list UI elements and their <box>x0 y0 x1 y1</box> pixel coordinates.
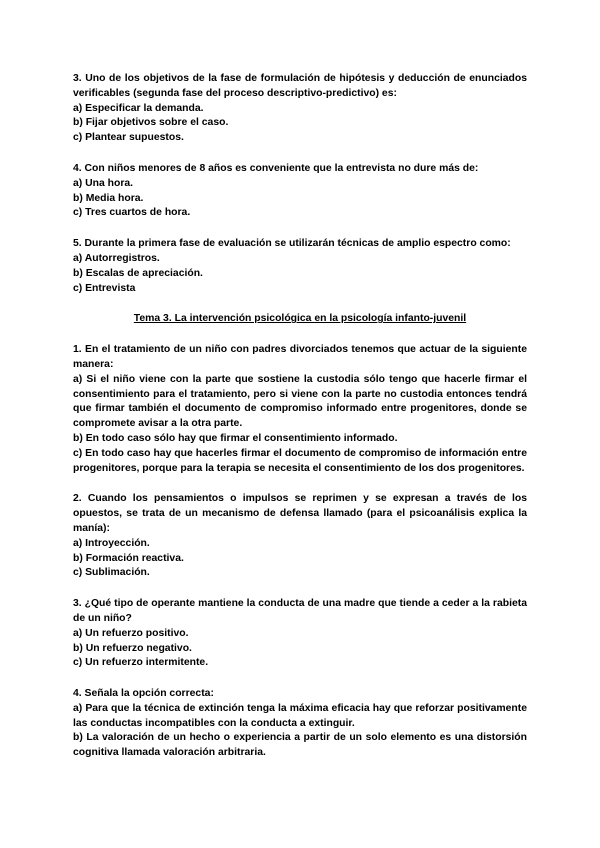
option-a: a) Para que la técnica de extinción tenga la máxima eficacia hay que reforzar positivamente las conductas incompatibles con la conducta a extinguir. <box>73 702 527 729</box>
section-title <box>73 312 527 327</box>
option-b: b) Formación reactiva. <box>73 552 184 564</box>
option-a: a) Autorregistros. <box>73 252 160 264</box>
option-a: a) Un refuerzo positivo. <box>73 627 189 639</box>
option-b: b) En todo caso sólo hay que firmar el consentimiento informado. <box>73 432 398 444</box>
option-a: a) Especificar la demanda. <box>73 102 204 114</box>
question-2 <box>73 492 527 581</box>
section-title-text: Tema 3. La intervención psicológica en la psicología infanto-juvenil <box>133 313 467 325</box>
option-b: b) Escalas de apreciación. <box>73 267 203 279</box>
option-b: b) Media hora. <box>73 192 144 204</box>
option-b: b) Un refuerzo negativo. <box>73 642 192 654</box>
option-b: b) Fijar objetivos sobre el caso. <box>73 117 229 129</box>
question-stem: 3. ¿Qué tipo de operante mantiene la conducta de una madre que tiende a ceder a la rabieta de un niño? <box>73 598 527 624</box>
option-c: c) Sublimación. <box>73 567 150 579</box>
question-4 <box>73 162 527 221</box>
option-b: b) La valoración de un hecho o experiencia a partir de un solo elemento es una distorsión cognitiva llamada valoración arbitraria. <box>73 732 527 759</box>
question-stem: 2. Cuando los pensamientos o impulsos se reprimen y se expresan a través de los opuestos, se trata de un mecanismo de defensa llamado (para el psicoanálisis explica la manía): <box>73 493 527 534</box>
question-stem: 1. En el tratamiento de un niño con padres divorciados tenemos que actuar de la siguiente manera: <box>73 344 527 370</box>
question-1 <box>73 343 527 476</box>
option-a: a) Si el niño viene con la parte que sostiene la custodia sólo tengo que hacerle firmar el consentimiento para el tratamiento, pero si viene con la parte no custodia entonces tendrá que firmar también el documento de compromiso informado entre progenitores, donde se compromete avisar a la otra parte. <box>73 373 527 430</box>
question-3b <box>73 597 527 671</box>
option-c: c) En todo caso hay que hacerles firmar el documento de compromiso de información entre progenitores, porque para la terapia se necesita el consentimiento de los dos progenitores. <box>73 447 527 474</box>
question-3 <box>73 72 527 146</box>
question-4b <box>73 687 527 761</box>
question-stem: 5. Durante la primera fase de evaluación se utilizarán técnicas de amplio espectro como: <box>73 238 511 250</box>
document-content <box>73 72 527 777</box>
question-5 <box>73 237 527 296</box>
question-stem: 4. Con niños menores de 8 años es conveniente que la entrevista no dure más de: <box>73 162 479 174</box>
option-c: c) Tres cuartos de hora. <box>73 207 191 219</box>
option-a: a) Una hora. <box>73 177 134 189</box>
option-c: c) Plantear supuestos. <box>73 132 184 144</box>
option-a: a) Introyección. <box>73 537 150 549</box>
question-stem: 4. Señala la opción correcta: <box>73 688 214 700</box>
option-c: c) Entrevista <box>73 282 136 294</box>
question-stem: 3. Uno de los objetivos de la fase de formulación de hipótesis y deducción de enunciados verificables (segunda fase del proceso descriptivo-predictivo) es: <box>73 73 527 99</box>
option-c: c) Un refuerzo intermitente. <box>73 657 209 669</box>
